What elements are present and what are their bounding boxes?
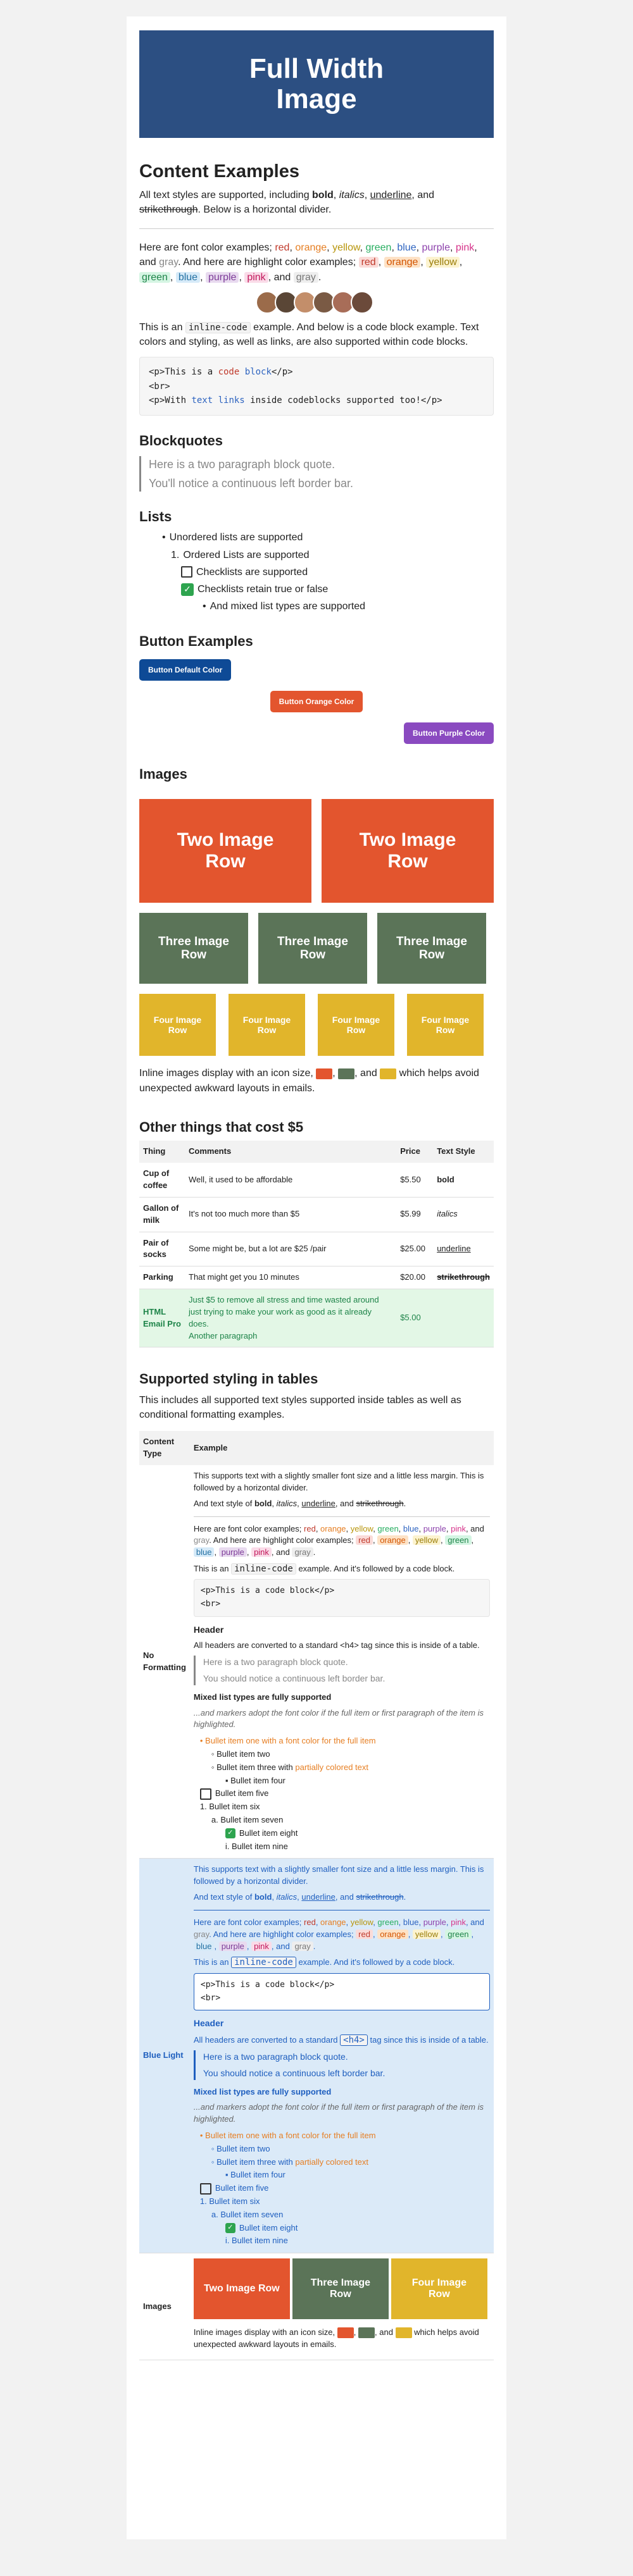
- four-image-row-image: Four Image Row: [229, 994, 305, 1056]
- lists-title: Lists: [139, 508, 172, 524]
- table-row-highlighted: HTML Email Pro Just $5 to remove all stress and time wasted around just trying to make your work as good as it already does. Another paragraph $5.00: [139, 1289, 494, 1347]
- images-title: Images: [139, 765, 187, 782]
- table-row: Gallon of milk It's not too much more than $5 $5.99 italics: [139, 1197, 494, 1232]
- table-row: Parking That might get you 10 minutes $20.00 strikethrough: [139, 1266, 494, 1289]
- hero-line-2: Image: [276, 84, 357, 115]
- checkbox-checked-icon[interactable]: ✓: [225, 2223, 235, 2233]
- content-title: Content Examples: [139, 161, 299, 182]
- two-image-row-image: Two Image Row: [139, 799, 311, 903]
- table-row: Cup of coffee Well, it used to be affordable $5.50 bold: [139, 1163, 494, 1197]
- two-image-row-image: Two Image Row: [322, 799, 494, 903]
- checkbox-checked-icon[interactable]: ✓: [181, 583, 194, 596]
- blockquotes-title: Blockquotes: [139, 433, 223, 449]
- cost-table: Thing Comments Price Text Style Cup of coffee Well, it used to be affordable $5.50 bold Gallon of milk It's not too much more than $5 $5.99 italics Pair of socks Some might be, but a lot are $25 /pair $25.00 underline Parking That might get you 10 minutes $20.00 strikethrough HTML Email Pro Just $5 to remove all stress and time wasted around just trying to make your work as good as it already does. Another paragraph $5.00: [139, 1141, 494, 1347]
- checkbox-unchecked-icon[interactable]: [200, 2183, 211, 2195]
- table-row: Pair of socks Some might be, but a lot are $25 /pair $25.00 underline: [139, 1232, 494, 1266]
- avatar: [351, 291, 373, 314]
- inline-code-paragraph: This is an inline-code example. And below is a code block example. Text colors and styling, as well as links, are also supported within code blocks.: [139, 321, 479, 347]
- inline-yellow-image: [380, 1068, 396, 1079]
- table-row-blue: Blue Light This supports text with a slightly smaller font size and a little less margin. This is followed by a horizontal divider. And text style of bold, italics, underline, and strikethrough. Here are font color examples; red, orange, yellow, green, blue, purple, pink, and gray. And here are highlight color examples; red , orange , yellow , green , blue , purple , pink , and gray . This is an inline-code example. And it's followed by a code block. <p>This is a code block</p> <br> Header All headers are converted to a standard <h4> tag since this is inside of a table. Here is a two paragraph block quote. You should notice a continuous left border bar. Mixed list types are fully supported ...and markers adopt the font color if the full item or first paragraph of the item is highlighted. • Bullet item one with a font color for the full item ◦ Bullet item two ◦ Bullet item three with partially colored text ▪ Bullet item four Bullet item five 1. Bullet item six a. Bullet item seven ✓ Bullet item eight i. Bullet item nine: [139, 1859, 494, 2253]
- blockquote: Here is a two paragraph block quote. You'll notice a continuous left border bar.: [139, 456, 494, 492]
- list: [139, 530, 494, 614]
- list-item[interactable]: ✓ Checklists retain true or false: [162, 582, 494, 597]
- styling-table: Content Type Example No Formatting This supports text with a slightly smaller font size and a little less margin. This is followed by a horizontal divider. And text style of bold, italics, underline, and strikethrough. Here are font color examples; red, orange, yellow, green, blue, purple, pink, and gray. And here are highlight color examples; red , orange , yellow , green , blue , purple , pink , and gray . This is an inline-code example. And it's followed by a code block. <p>This is a code block</p> <br> Header All headers are converted to a standard <h4> tag since this is inside of a table. Here is a two paragraph block quote. You should notice a continuous left border bar. Mixed list types are fully supported ...and markers adopt the font color if the full item or first paragraph of the item is highlighted. • Bullet item one with a font color for the full item ◦ Bullet item two ◦ Bullet item three with partially colored text ▪ Bullet item four Bullet item five 1. Bullet item six a. Bullet item seven ✓ Bullet item eight i. Bullet item nine Blue Light This supports text with a slightly smaller font size and a little less margin. This is followed by a horizontal divider. And text style of bold, italics, underline, and strikethrough. Here are font color examples; red, orange, yellow, green, blue, purple, pink, and gray. And here are highlight color examples; red , orange , yellow , green , blue , purple , pink , and gray . This is an inline-code example. And it's followed by a code block. <p>This is a code block</p> <br> Header All headers are converted to a standard <h4> tag since this is inside of a table. Here is a two paragraph block quote. You should notice a continuous left border bar. Mixed list types are fully supported ...and markers adopt the font color if the full item or first paragraph of the item is highlighted. • Bullet item one with a font color for the full item ◦ Bullet item two ◦ Bullet item three with partially colored text ▪ Bullet item four Bullet item five 1. Bullet item six a. Bullet item seven ✓ Bullet item eight i. Bullet item nine Images Two Image Row Three Image Row Four Image Row Inline images display with an icon size, , , and which helps avoid unexpected awkward layouts in emails.: [139, 1431, 494, 2360]
- checkbox-unchecked-icon[interactable]: [200, 1788, 211, 1800]
- code-link[interactable]: text links: [191, 395, 245, 406]
- hero-line-1: Full Width: [249, 53, 384, 84]
- checkbox-checked-icon[interactable]: ✓: [225, 1828, 235, 1838]
- color-paragraph: Here are font color examples; red, orange, yellow, green, blue, purple, pink, and gray. And here are highlight color examples; red , orange , yellow , green , blue , purple , pink , and gray .: [139, 242, 477, 283]
- buttons-title: Button Examples: [139, 633, 253, 650]
- list-item: • Unordered lists are supported: [162, 532, 303, 543]
- orange-color-button[interactable]: Button Orange Color: [270, 691, 363, 712]
- cost-title: Other things that cost $5: [139, 1118, 304, 1135]
- three-image-row-image: Three Image Row: [258, 913, 367, 984]
- tables-intro: This includes all supported text styles supported inside tables as well as conditional formatting examples.: [139, 1394, 461, 1421]
- four-image-row-image: Four Image Row: [139, 994, 216, 1056]
- hero-image: [139, 30, 494, 138]
- list-item: 1. Ordered Lists are supported: [171, 549, 310, 560]
- four-image-row-image: Four Image Row: [407, 994, 484, 1056]
- tables-title: Supported styling in tables: [139, 1371, 318, 1387]
- table-row: Images Two Image Row Three Image Row Four Image Row Inline images display with an icon size, , , and which helps avoid unexpected awkward layouts in emails.: [139, 2253, 494, 2360]
- avatar-group: [139, 291, 494, 314]
- code-block: <p>This is a code block</p> <br> <p>With text links inside codeblocks supported too!</p>: [139, 357, 494, 416]
- table-row: No Formatting This supports text with a slightly smaller font size and a little less margin. This is followed by a horizontal divider. And text style of bold, italics, underline, and strikethrough. Here are font color examples; red, orange, yellow, green, blue, purple, pink, and gray. And here are highlight color examples; red , orange , yellow , green , blue , purple , pink , and gray . This is an inline-code example. And it's followed by a code block. <p>This is a code block</p> <br> Header All headers are converted to a standard <h4> tag since this is inside of a table. Here is a two paragraph block quote. You should notice a continuous left border bar. Mixed list types are fully supported ...and markers adopt the font color if the full item or first paragraph of the item is highlighted. • Bullet item one with a font color for the full item ◦ Bullet item two ◦ Bullet item three with partially colored text ▪ Bullet item four Bullet item five 1. Bullet item six a. Bullet item seven ✓ Bullet item eight i. Bullet item nine: [139, 1465, 494, 1859]
- default-color-button[interactable]: Button Default Color: [139, 659, 231, 681]
- inline-orange-image: [316, 1068, 332, 1079]
- purple-color-button[interactable]: Button Purple Color: [404, 722, 494, 744]
- three-image-row-image: Three Image Row: [377, 913, 486, 984]
- inline-images-paragraph: Inline images display with an icon size, , , and which helps avoid unexpected awkward layouts in emails.: [139, 1068, 479, 1094]
- email-card: [127, 16, 506, 2539]
- text-styles-paragraph: All text styles are supported, including bold, italics, underline, and strikethrough. Below is a horizontal divider.: [139, 189, 435, 215]
- checkbox-unchecked-icon[interactable]: [181, 566, 192, 578]
- three-image-row-image: Three Image Row: [139, 913, 248, 984]
- divider: [139, 228, 494, 229]
- inline-green-image: [338, 1068, 354, 1079]
- list-item[interactable]: Checklists are supported: [162, 565, 494, 579]
- four-image-row-image: Four Image Row: [318, 994, 394, 1056]
- list-item: • And mixed list types are supported: [203, 601, 366, 612]
